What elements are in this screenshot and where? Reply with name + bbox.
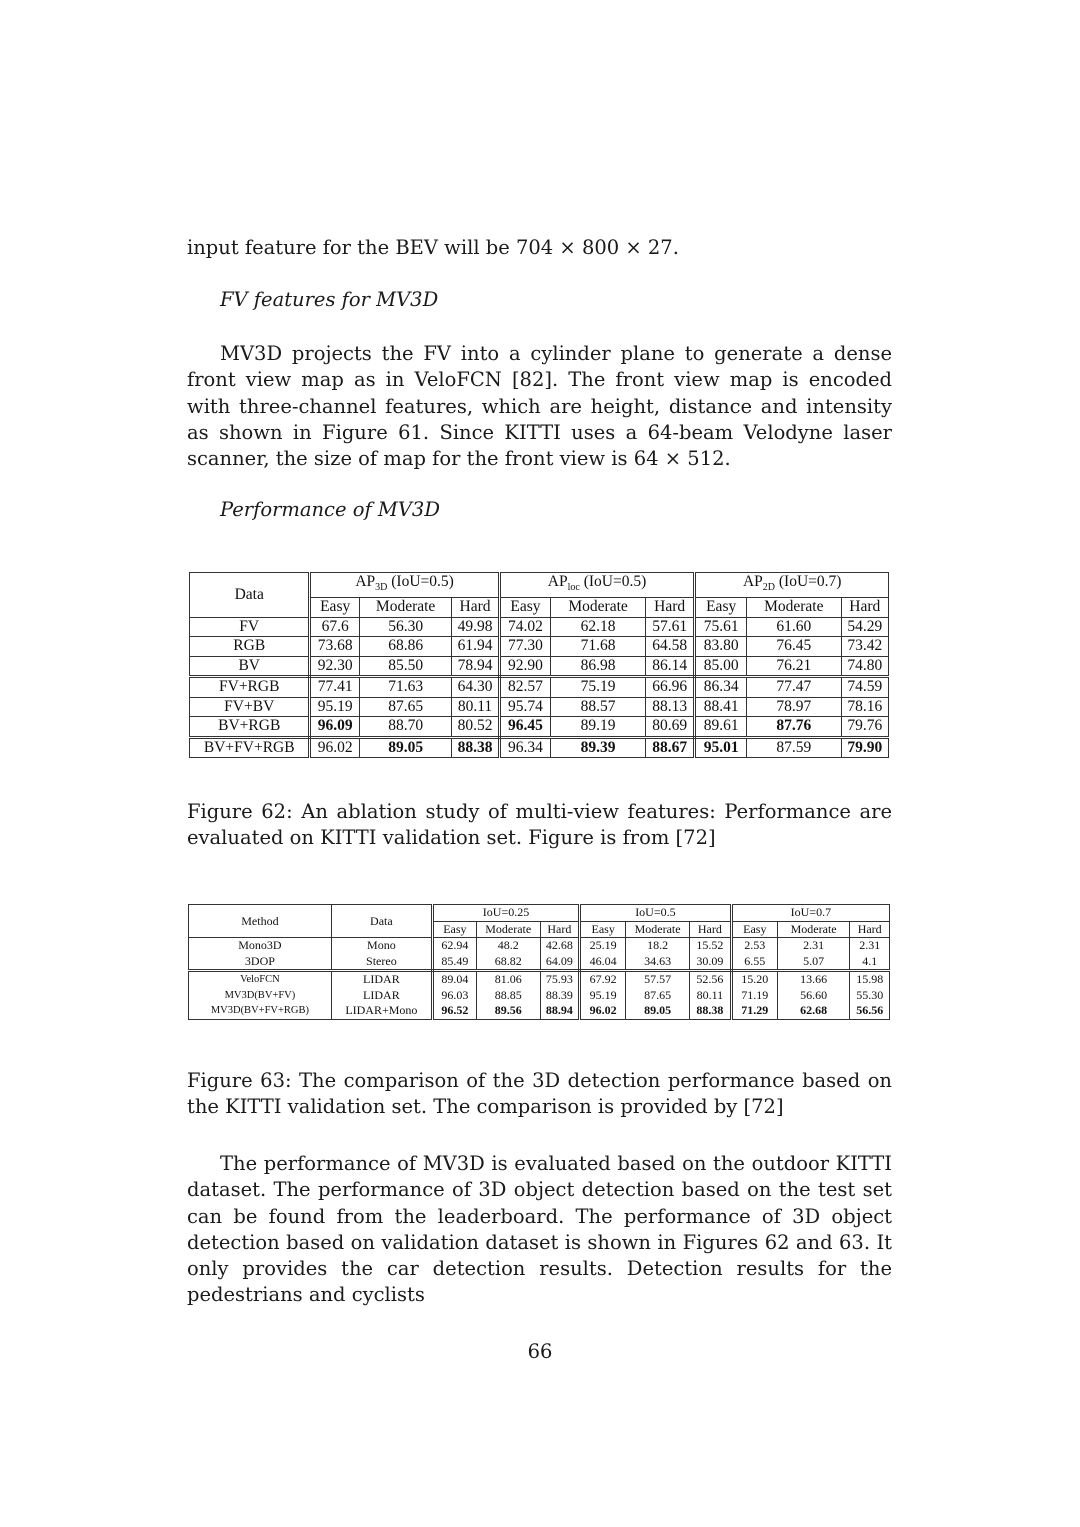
heading-performance: Performance of MV3D xyxy=(220,498,440,521)
t1-cell: 74.59 xyxy=(841,677,888,698)
t2-cell: 64.09 xyxy=(540,954,580,971)
t1-cell: 87.76 xyxy=(746,717,841,738)
t1-cell: 77.41 xyxy=(310,677,359,698)
t2-sub-moderate: Moderate xyxy=(777,921,850,938)
t2-row xyxy=(189,988,890,1004)
ablation-table xyxy=(189,572,889,758)
t1-row xyxy=(190,656,889,677)
t1-row xyxy=(190,617,889,637)
t2-cell: 2.53 xyxy=(731,938,777,954)
t1-row-label: FV+RGB xyxy=(190,677,310,698)
t2-cell: 81.06 xyxy=(476,971,540,988)
t2-cell: 67.92 xyxy=(580,971,626,988)
t2-cell: 96.03 xyxy=(432,988,476,1004)
t2-sub-easy: Easy xyxy=(432,921,476,938)
t1-cell: 86.14 xyxy=(645,656,694,677)
t1-sub-easy: Easy xyxy=(499,598,551,618)
t1-cell: 85.50 xyxy=(359,656,451,677)
t1-cell: 79.76 xyxy=(841,717,888,738)
t2-cell: 62.68 xyxy=(777,1003,850,1019)
t1-cell: 96.02 xyxy=(310,737,359,758)
t1-sub-easy: Easy xyxy=(695,598,747,618)
t1-cell: 62.18 xyxy=(551,617,646,637)
t1-cell: 66.96 xyxy=(645,677,694,698)
t1-row xyxy=(190,697,889,717)
t2-method: VeloFCN xyxy=(189,971,332,988)
t1-cell: 92.30 xyxy=(310,656,359,677)
t2-cell: 88.39 xyxy=(540,988,580,1004)
t2-sub-hard: Hard xyxy=(689,921,731,938)
t2-cell: 80.11 xyxy=(689,988,731,1004)
t1-cell: 85.00 xyxy=(695,656,747,677)
t1-cell: 64.30 xyxy=(452,677,499,698)
t2-cell: 96.02 xyxy=(580,1003,626,1019)
t2-row xyxy=(189,938,890,954)
t1-row-label: BV xyxy=(190,656,310,677)
t1-cell: 89.39 xyxy=(551,737,646,758)
t1-group-base: AP xyxy=(355,573,376,590)
t2-cell: 56.60 xyxy=(777,988,850,1004)
t1-cell: 71.63 xyxy=(359,677,451,698)
t2-cell: 5.07 xyxy=(777,954,850,971)
t1-row-label: FV xyxy=(190,617,310,637)
t2-cell: 15.98 xyxy=(850,971,890,988)
t1-group-aploc xyxy=(499,573,695,598)
t2-cell: 4.1 xyxy=(850,954,890,971)
t2-cell: 88.94 xyxy=(540,1003,580,1019)
t1-row xyxy=(190,737,889,758)
t2-cell: 71.19 xyxy=(731,988,777,1004)
t2-row xyxy=(189,1003,890,1019)
t1-cell: 61.94 xyxy=(452,637,499,657)
t2-sub-easy: Easy xyxy=(580,921,626,938)
t2-cell: 57.57 xyxy=(626,971,690,988)
t1-cell: 79.90 xyxy=(841,737,888,758)
t2-row xyxy=(189,971,890,988)
t2-cell: 89.04 xyxy=(432,971,476,988)
t2-method: Mono3D xyxy=(189,938,332,954)
t1-cell: 96.09 xyxy=(310,717,359,738)
t1-cell: 67.6 xyxy=(310,617,359,637)
t2-sub-hard: Hard xyxy=(540,921,580,938)
t1-cell: 73.68 xyxy=(310,637,359,657)
t1-cell: 54.29 xyxy=(841,617,888,637)
t2-cell: 13.66 xyxy=(777,971,850,988)
t1-group-sub: 2D xyxy=(762,582,775,594)
t1-cell: 61.60 xyxy=(746,617,841,637)
t1-cell: 87.59 xyxy=(746,737,841,758)
t1-group-rest: (IoU=0.5) xyxy=(387,573,454,590)
t2-cell: 15.20 xyxy=(731,971,777,988)
t1-cell: 82.57 xyxy=(499,677,551,698)
t2-cell: 89.56 xyxy=(476,1003,540,1019)
paragraph-fv: MV3D projects the FV into a cylinder plane to generate a dense front view map as in VeloFCN [82]. The front view map is encoded with three-channel features, which are height, distance and intensity as shown in Figure 61. Since KITTI uses a 64-beam Velodyne laser scanner, the size of map for the front view is 64 × 512. xyxy=(187,342,892,471)
t1-cell: 74.80 xyxy=(841,656,888,677)
heading-fv-features: FV features for MV3D xyxy=(220,288,439,311)
t1-group-base: AP xyxy=(742,573,763,590)
t2-header-data: Data xyxy=(331,905,432,938)
t1-cell: 89.61 xyxy=(695,717,747,738)
t2-cell: 87.65 xyxy=(626,988,690,1004)
t1-cell: 75.19 xyxy=(551,677,646,698)
t2-data: Mono xyxy=(331,938,432,954)
t2-method: MV3D(BV+FV) xyxy=(189,988,332,1004)
t2-data: LIDAR+Mono xyxy=(331,1003,432,1019)
t1-row-label: BV+FV+RGB xyxy=(190,737,310,758)
t2-group-iou05: IoU=0.5 xyxy=(580,905,732,922)
t1-group-ap3d xyxy=(310,573,499,598)
t1-cell: 57.61 xyxy=(645,617,694,637)
t1-sub-hard: Hard xyxy=(841,598,888,618)
t2-cell: 42.68 xyxy=(540,938,580,954)
t1-cell: 80.52 xyxy=(452,717,499,738)
t1-cell: 73.42 xyxy=(841,637,888,657)
t1-cell: 77.30 xyxy=(499,637,551,657)
comparison-table xyxy=(188,904,890,1020)
t1-cell: 78.97 xyxy=(746,697,841,717)
t1-cell: 77.47 xyxy=(746,677,841,698)
t2-data: LIDAR xyxy=(331,988,432,1004)
t1-row-label: FV+BV xyxy=(190,697,310,717)
t1-cell: 74.02 xyxy=(499,617,551,637)
t1-sub-easy: Easy xyxy=(310,598,359,618)
t2-cell: 30.09 xyxy=(689,954,731,971)
t2-cell: 52.56 xyxy=(689,971,731,988)
t2-cell: 46.04 xyxy=(580,954,626,971)
t2-cell: 6.55 xyxy=(731,954,777,971)
t1-row xyxy=(190,717,889,738)
t1-cell: 86.34 xyxy=(695,677,747,698)
t2-cell: 88.38 xyxy=(689,1003,731,1019)
t2-cell: 96.52 xyxy=(432,1003,476,1019)
t2-cell: 48.2 xyxy=(476,938,540,954)
t1-cell: 87.65 xyxy=(359,697,451,717)
t1-cell: 95.01 xyxy=(695,737,747,758)
t1-group-ap2d xyxy=(695,573,889,598)
t2-sub-hard: Hard xyxy=(850,921,890,938)
t1-sub-hard: Hard xyxy=(452,598,499,618)
t1-cell: 92.90 xyxy=(499,656,551,677)
t2-sub-moderate: Moderate xyxy=(626,921,690,938)
t1-cell: 88.67 xyxy=(645,737,694,758)
t1-cell: 95.19 xyxy=(310,697,359,717)
t1-group-base: AP xyxy=(547,573,568,590)
t1-cell: 95.74 xyxy=(499,697,551,717)
t2-cell: 2.31 xyxy=(777,938,850,954)
t1-cell: 76.21 xyxy=(746,656,841,677)
t2-sub-moderate: Moderate xyxy=(476,921,540,938)
t1-cell: 76.45 xyxy=(746,637,841,657)
t1-cell: 83.80 xyxy=(695,637,747,657)
t1-cell: 88.38 xyxy=(452,737,499,758)
t2-cell: 15.52 xyxy=(689,938,731,954)
t1-row xyxy=(190,637,889,657)
t1-cell: 78.94 xyxy=(452,656,499,677)
t2-method: MV3D(BV+FV+RGB) xyxy=(189,1003,332,1019)
paragraph-intro: input feature for the BEV will be 704 × 800 × 27. xyxy=(187,236,679,259)
t2-cell: 34.63 xyxy=(626,954,690,971)
t1-cell: 88.41 xyxy=(695,697,747,717)
t1-group-rest: (IoU=0.7) xyxy=(775,573,842,590)
t1-cell: 64.58 xyxy=(645,637,694,657)
t1-cell: 80.69 xyxy=(645,717,694,738)
t2-cell: 55.30 xyxy=(850,988,890,1004)
t1-group-sub: 3D xyxy=(375,582,388,594)
t1-cell: 96.45 xyxy=(499,717,551,738)
t1-cell: 56.30 xyxy=(359,617,451,637)
t1-cell: 86.98 xyxy=(551,656,646,677)
t1-sub-moderate: Moderate xyxy=(359,598,451,618)
t2-cell: 71.29 xyxy=(731,1003,777,1019)
t1-cell: 78.16 xyxy=(841,697,888,717)
t2-group-iou025: IoU=0.25 xyxy=(432,905,579,922)
t2-header-method: Method xyxy=(189,905,332,938)
t2-cell: 2.31 xyxy=(850,938,890,954)
t1-cell: 88.70 xyxy=(359,717,451,738)
figure-63-caption: Figure 63: The comparison of the 3D detection performance based on the KITTI validation set. The comparison is provided by [72] xyxy=(187,1069,892,1119)
t1-row xyxy=(190,677,889,698)
t2-cell: 62.94 xyxy=(432,938,476,954)
t2-sub-easy: Easy xyxy=(731,921,777,938)
t1-sub-hard: Hard xyxy=(645,598,694,618)
t2-cell: 95.19 xyxy=(580,988,626,1004)
figure-62-caption: Figure 62: An ablation study of multi-view features: Performance are evaluated on KITTI validation set. Figure is from [72] xyxy=(187,800,892,850)
t2-cell: 89.05 xyxy=(626,1003,690,1019)
t1-cell: 89.19 xyxy=(551,717,646,738)
t1-row-label: BV+RGB xyxy=(190,717,310,738)
t1-cell: 49.98 xyxy=(452,617,499,637)
t2-cell: 88.85 xyxy=(476,988,540,1004)
t1-row-label: RGB xyxy=(190,637,310,657)
t1-header-data: Data xyxy=(190,573,310,618)
t2-cell: 75.93 xyxy=(540,971,580,988)
t1-cell: 68.86 xyxy=(359,637,451,657)
t1-sub-moderate: Moderate xyxy=(551,598,646,618)
t2-cell: 85.49 xyxy=(432,954,476,971)
t1-cell: 71.68 xyxy=(551,637,646,657)
t1-cell: 80.11 xyxy=(452,697,499,717)
t2-group-iou07: IoU=0.7 xyxy=(731,905,889,922)
t1-cell: 88.13 xyxy=(645,697,694,717)
t1-cell: 88.57 xyxy=(551,697,646,717)
t1-group-sub: loc xyxy=(567,582,580,594)
t2-method: 3DOP xyxy=(189,954,332,971)
t2-cell: 56.56 xyxy=(850,1003,890,1019)
t1-cell: 75.61 xyxy=(695,617,747,637)
t1-group-rest: (IoU=0.5) xyxy=(579,573,647,590)
t2-cell: 68.82 xyxy=(476,954,540,971)
page-number: 66 xyxy=(527,1340,553,1363)
t2-row xyxy=(189,954,890,971)
paragraph-results: The performance of MV3D is evaluated based on the outdoor KITTI dataset. The performance of 3D object detection based on the test set can be found from the leaderboard. The performance of 3D object detection based on validation dataset is shown in Figures 62 and 63. It only provides the car detection results. Detection results for the pedestrians and cyclists xyxy=(187,1152,892,1307)
t2-cell: 18.2 xyxy=(626,938,690,954)
t1-cell: 89.05 xyxy=(359,737,451,758)
t1-cell: 96.34 xyxy=(499,737,551,758)
t2-cell: 25.19 xyxy=(580,938,626,954)
t2-data: Stereo xyxy=(331,954,432,971)
t1-sub-moderate: Moderate xyxy=(746,598,841,618)
t2-data: LIDAR xyxy=(331,971,432,988)
